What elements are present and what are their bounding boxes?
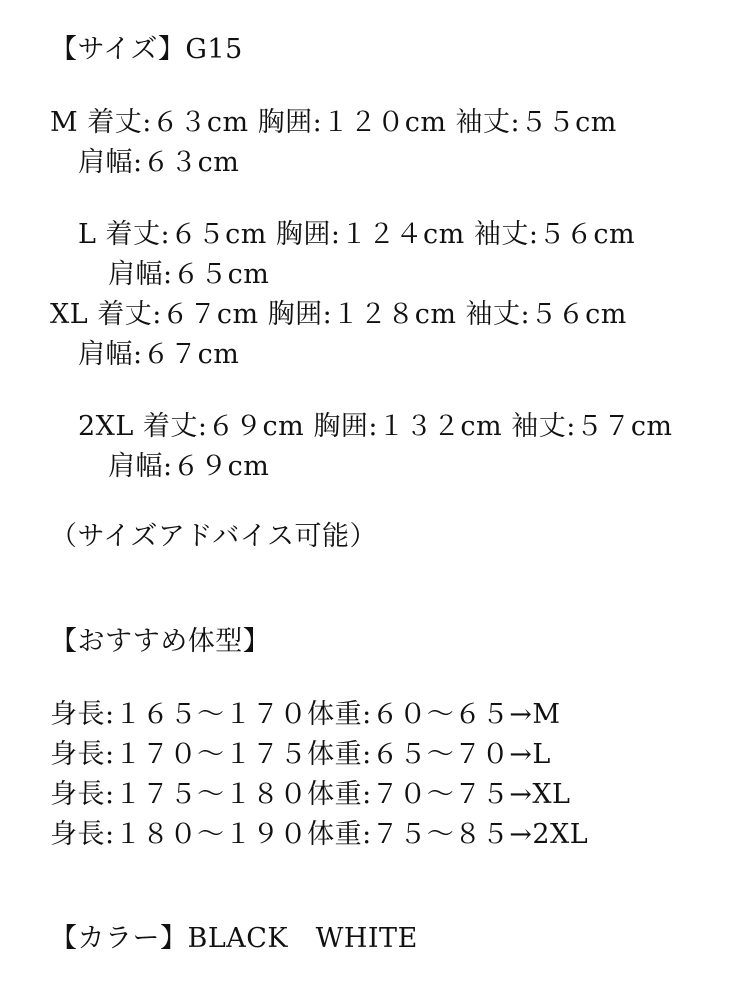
size-line-xl: XL 着丈:６７cm 胸囲:１２８cm 袖丈:５６cm	[50, 299, 627, 330]
size-line-2xl: 2XL 着丈:６９cm 胸囲:１３２cm 袖丈:５７cm	[78, 411, 673, 442]
recommend-line-m: 身長:１６５～１７０体重:６０～６５→M	[50, 699, 561, 730]
size-line-xl-shoulder: 肩幅:６７cm	[78, 339, 240, 370]
size-line-l: L 着丈:６５cm 胸囲:１２４cm 袖丈:５６cm	[78, 219, 636, 250]
recommend-line-2xl: 身長:１８０～１９０体重:７５～８５→2XL	[50, 819, 589, 850]
size-line-2xl-shoulder: 肩幅:６９cm	[108, 451, 270, 482]
recommend-line-xl: 身長:１７５～１８０体重:７０～７５→XL	[50, 779, 571, 810]
size-heading: 【サイズ】G15	[50, 34, 243, 65]
color-line: 【カラー】BLACK WHITE	[50, 923, 418, 954]
recommend-heading: 【おすすめ体型】	[50, 626, 271, 657]
size-advice-note: （サイズアドバイス可能）	[50, 521, 378, 552]
recommend-line-l: 身長:１７０～１７５体重:６５～７０→L	[50, 739, 551, 770]
size-line-l-shoulder: 肩幅:６５cm	[108, 259, 270, 290]
size-line-m: M 着丈:６３cm 胸囲:１２０cm 袖丈:５５cm	[50, 107, 617, 138]
size-line-m-shoulder: 肩幅:６３cm	[78, 147, 240, 178]
